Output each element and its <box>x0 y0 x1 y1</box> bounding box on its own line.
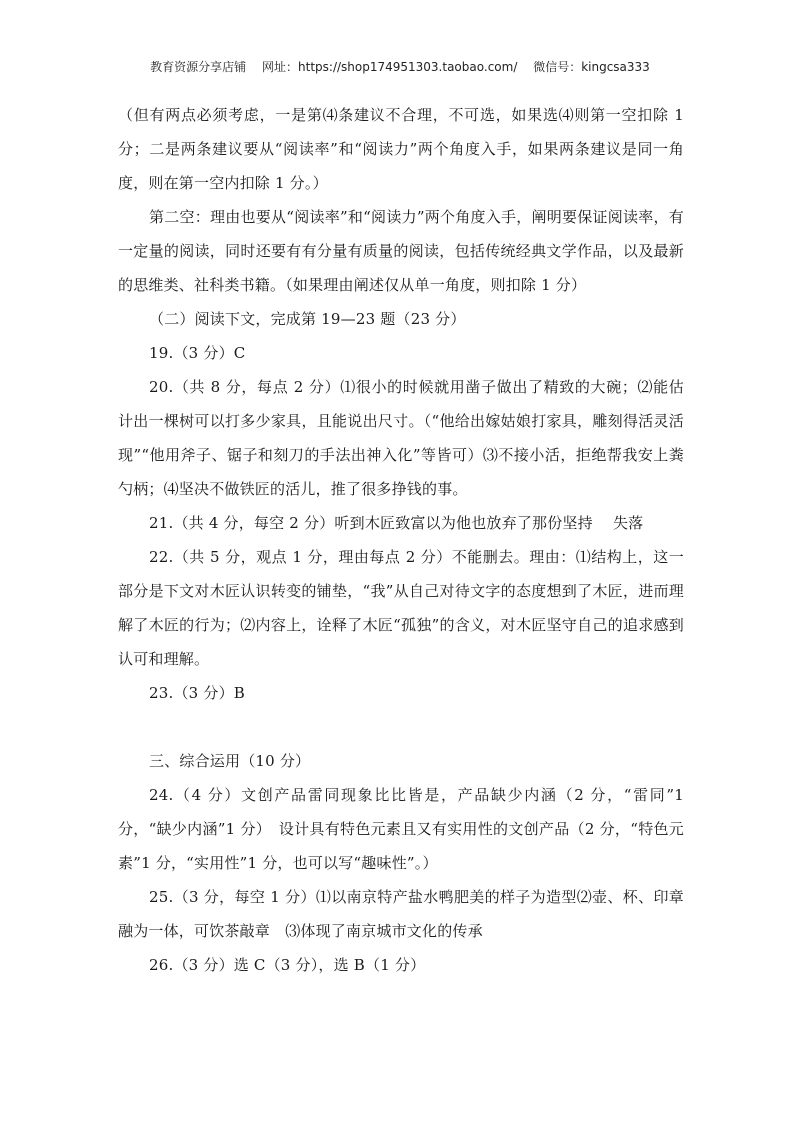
spacer <box>118 710 684 744</box>
section-heading-3: 三、综合运用（10 分） <box>149 752 311 770</box>
wechat-id: 微信号：kingcsa333 <box>533 60 650 74</box>
answer-21: 21.（共 4 分，每空 2 分）听到木匠致富以为他也放弃了那份坚持 失落 <box>149 514 644 532</box>
page-header <box>0 58 800 75</box>
section-heading-2: （二）阅读下文，完成第 19—23 题（23 分） <box>149 310 466 328</box>
paragraph-note-2: 第二空：理由也要从“阅读率”和“阅读力”两个角度入手，阐明要保证阅读率，有一定量的阅读，同时还要有有分量有质量的阅读，包括传统经典文学作品，以及最新的思维类、社科类书籍。（如果理由阐述仅从单一角度，则扣除 1 分） <box>118 208 684 294</box>
answer-24: 24.（4 分）文创产品雷同现象比比皆是，产品缺少内涵（2 分，“雷同”1 分，“缺少内涵”1 分） 设计具有特色元素且又有实用性的文创产品（2 分，“特色元素”1 分，“实用性”1 分，也可以写“趣味性”。） <box>118 786 684 872</box>
answer-26: 26.（3 分）选 C（3 分），选 B（1 分） <box>149 956 426 974</box>
shop-name: 教育资源分享店铺 <box>150 60 247 74</box>
answer-20: 20.（共 8 分，每点 2 分）⑴很小的时候就用凿子做出了精致的大碗；⑵能估计出一棵树可以打多少家具，且能说出尺寸。（“他给出嫁姑娘打家具，雕刻得活灵活现”“他用斧子、锯子和刻刀的手法出神入化”等皆可）⑶不接小活，拒绝帮我安上粪勺柄；⑷坚决不做铁匠的活儿，推了很多挣钱的事。 <box>118 378 684 498</box>
answer-22: 22.（共 5 分，观点 1 分，理由每点 2 分）不能删去。理由：⑴结构上，这一部分是下文对木匠认识转变的铺垫，“我”从自己对待文字的态度想到了木匠，进而理解了木匠的行为；⑵内容上，诠释了木匠“孤独”的含义，对木匠坚守自己的追求感到认可和理解。 <box>118 548 684 668</box>
answer-content <box>118 98 684 982</box>
answer-25: 25.（3 分，每空 1 分）⑴以南京特产盐水鸭肥美的样子为造型⑵壶、杯、印章融为一体，可饮茶敲章 ⑶体现了南京城市文化的传承 <box>118 888 684 940</box>
answer-23: 23.（3 分）B <box>149 684 245 702</box>
shop-url: 网址：https://shop174951303.taobao.com/ <box>262 60 518 74</box>
answer-19: 19.（3 分）C <box>149 344 246 362</box>
paragraph-note-1: （但有两点必须考虑，一是第⑷条建议不合理，不可选，如果选⑷则第一空扣除 1 分；二是两条建议要从“阅读率”和“阅读力”两个角度入手，如果两条建议是同一角度，则在第一空内扣除 1 分。） <box>118 106 684 192</box>
